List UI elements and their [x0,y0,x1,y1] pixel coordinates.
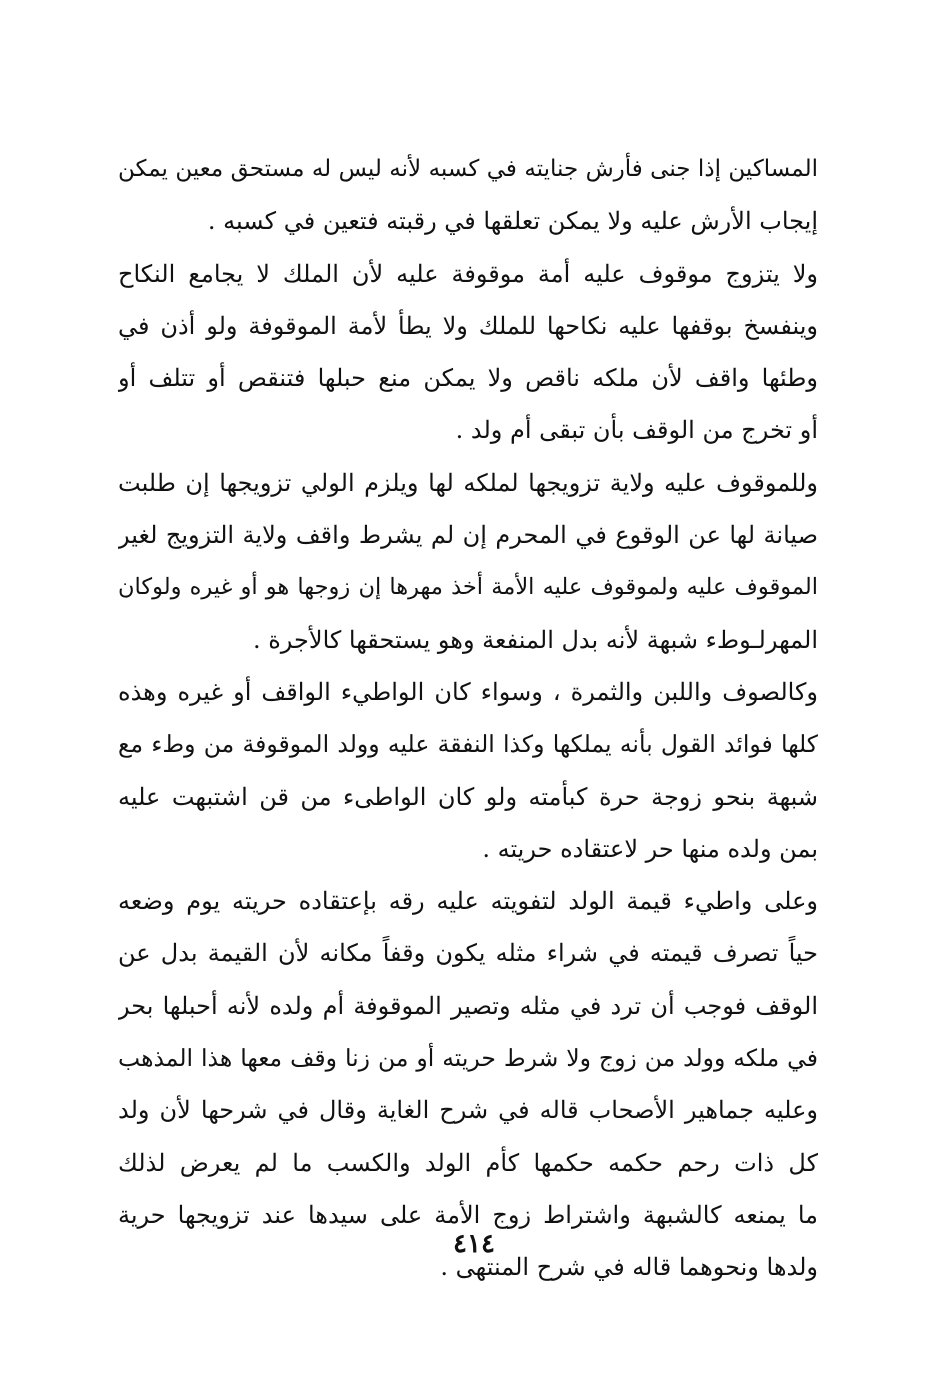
text-line: كل ذات رحم حكمه حكمها كأم الولد والكسب ما لم يعرض لذلك [118,1148,818,1177]
text-line: ولا يتزوج موقوف عليه أمة موقوفة عليه لأن الملك لا يجامع النكاح [118,259,818,288]
text-line: وينفسخ بوقفها عليه نكاحها للملك ولا يطأ لأمة الموقوفة ولو أذن في [118,311,818,340]
text-line: كلها فوائد القول بأنه يملكها وكذا النفقة عليه وولد الموقوفة من وطء مع [118,730,818,759]
text-line: ولدها ونحوهما قاله في شرح المنتهى . [440,1253,818,1282]
text-line: وعليه جماهير الأصحاب قاله في شرح الغاية وقال في شرحها لأن ولد [118,1096,818,1125]
text-line: وللموقوف عليه ولاية تزويجها لملكه لها ويلزم الولي تزويجها إن طلبت [118,468,818,497]
text-line: أو تخرج من الوقف بأن تبقى أم ولد . [455,416,818,445]
text-line: بمن ولده منها حر لاعتقاده حريته . [482,834,818,863]
text-line: المساكين إذا جنى فأرش جنايته في كسبه لأنه ليس له مستحق معين يمكن [118,156,818,182]
text-line: حياً تصرف قيمته في شراء مثله يكون وقفاً مكانه لأن القيمة بدل عن [118,939,818,968]
text-line: وطئها واقف لأن ملكه ناقص ولا يمكن منع حبلها فتنقص أو تتلف أو [118,364,818,393]
text-line: الوقف فوجب أن ترد في مثله وتصير الموقوفة أم ولده لأنه أحبلها بحر [118,991,818,1020]
text-line: في ملكه وولد من زوج ولا شرط حريته أو من زنا وقف معها هذا المذهب [118,1044,818,1073]
text-line: المهرلـوطء شبهة لأنه بدل المنفعة وهو يستحقها كالأجرة . [252,625,818,654]
text-line: الموقوف عليه ولموقوف عليه الأمة أخذ مهرها إن زوجها هو أو غيره ولوكان [118,574,818,601]
page-body-text [118,143,818,1294]
text-line: صيانة لها عن الوقوع في المحرم إن لم يشرط واقف ولاية التزويج لغير [118,521,818,550]
text-line: وعلى واطيء قيمة الولد لتفويته عليه رقه بإعتقاده حريته يوم وضعه [118,887,818,916]
text-line: ما يمنعه كالشبهة واشتراط زوج الأمة على سيدها عند تزويجها حرية [118,1200,818,1229]
text-line: وكالصوف واللبن والثمرة ، وسواء كان الواطيء الواقف أو غيره وهذه [118,677,818,706]
text-line: إيجاب الأرش عليه ولا يمكن تعلقها في رقبته فتعين في كسبه . [207,207,818,236]
text-line: شبهة بنحو زوجة حرة كبأمته ولو كان الواطىء من قن اشتبهت عليه [118,782,818,811]
page-number: ٤١٤ [453,1229,495,1259]
